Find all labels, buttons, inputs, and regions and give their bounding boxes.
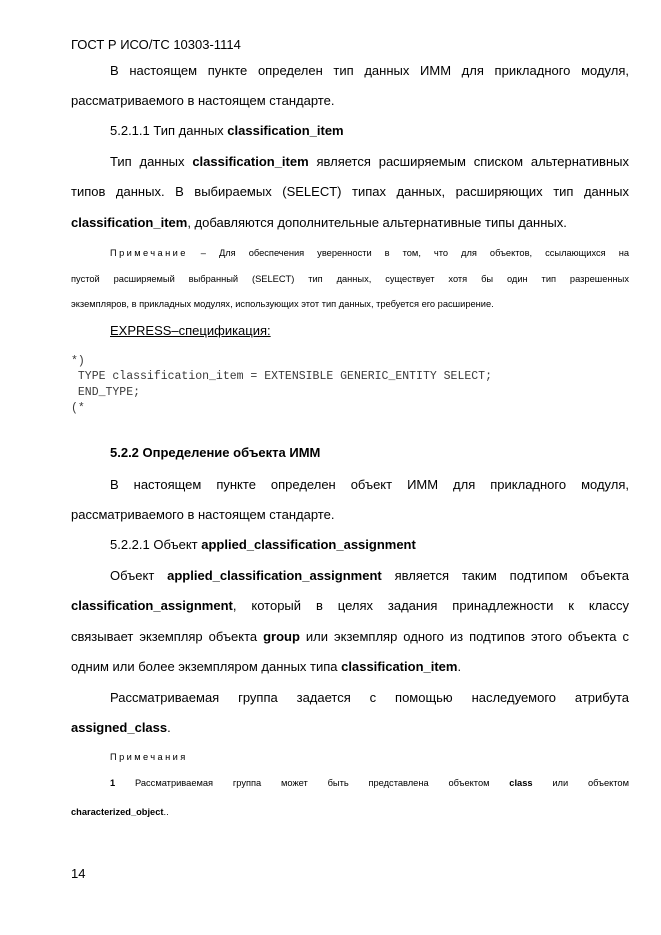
intro2-line-2: рассматриваемого в настоящем стандарте.: [71, 507, 335, 522]
intro-line-1: В настоящем пункте определен тип данных ИММ для прикладного модуля,: [110, 63, 629, 78]
note2-line-1: 1 Рассматриваемая группа может быть представлена объектом class или объектом: [110, 778, 629, 788]
note1-line-2: пустой расширяемый выбранный (SELECT) тип данных, существует хотя бы один тип разрешенных: [71, 274, 629, 284]
note1-line-3: экземпляров, в прикладных модулях, использующих этот тип данных, требуется его расширение.: [71, 299, 494, 309]
p3-line-1: Рассматриваемая группа задается с помощью наследуемого атрибута: [110, 690, 629, 705]
express-label: EXPRESS–спецификация:: [110, 323, 271, 338]
section-5-2-2-heading: 5.2.2 Определение объекта ИММ: [110, 445, 321, 460]
p2-line-4: одним или более экземпляром данных типа classification_item.: [71, 659, 462, 674]
section-5-2-2-1-heading: 5.2.2.1 Объект applied_classification_assignment: [110, 537, 416, 552]
code-line-3: END_TYPE;: [71, 386, 141, 399]
p1-line-3: classification_item, добавляются дополнительные альтернативные типы данных.: [71, 215, 567, 230]
p2-line-3: связывает экземпляр объекта group или экземпляр одного из подтипов этого объекта с: [71, 629, 630, 644]
code-line-4: (*: [71, 402, 85, 415]
intro-line-2: рассматриваемого в настоящем стандарте.: [71, 93, 335, 108]
intro2-line-1: В настоящем пункте определен объект ИММ для прикладного модуля,: [110, 477, 629, 492]
code-line-1: *): [71, 355, 85, 368]
note2-line-2: characterized_object..: [71, 807, 169, 817]
p1-line-2: типов данных. В выбираемых (SELECT) типах данных, расширяющих тип данных: [71, 184, 629, 199]
section-5-2-1-1-heading: 5.2.1.1 Тип данных classification_item: [110, 123, 344, 138]
p2-line-2: classification_assignment, который в целях задания принадлежности к классу: [71, 598, 629, 613]
note1-line-1: Примечание – Для обеспечения уверенности в том, что для объектов, ссылающихся на: [110, 248, 629, 258]
notes-label: Примечания: [110, 752, 188, 762]
p1-line-1: Тип данных classification_item является расширяемым списком альтернативных: [110, 154, 629, 169]
p2-line-1: Объект applied_classification_assignment является таким подтипом объекта: [110, 568, 629, 583]
page-header: ГОСТ Р ИСО/ТС 10303-1114: [71, 37, 241, 52]
page-number: 14: [71, 866, 86, 881]
p3-line-2: assigned_class.: [71, 720, 171, 735]
code-line-2: TYPE classification_item = EXTENSIBLE GENERIC_ENTITY SELECT;: [71, 370, 492, 383]
